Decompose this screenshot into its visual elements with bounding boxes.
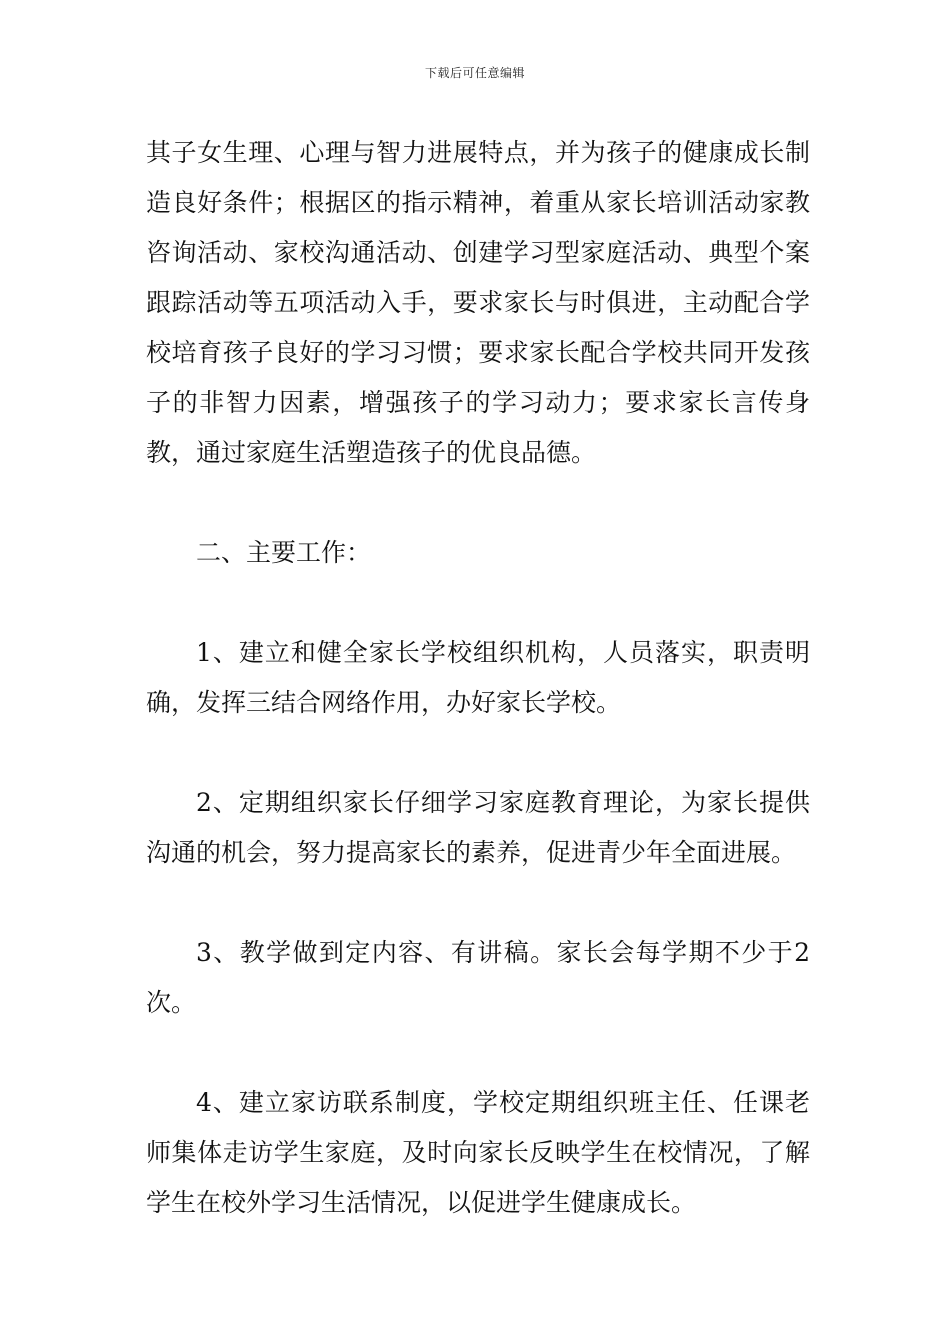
section-heading: 二、主要工作： bbox=[196, 538, 372, 567]
list-item: 2、定期组织家长仔细学习家庭教育理论，为家长提供沟通的机会，努力提高家长的素养，促进青少年全面进展。 bbox=[146, 788, 810, 867]
list-item: 1、建立和健全家长学校组织机构，人员落实，职责明确，发挥三结合网络作用，办好家长学校。 bbox=[146, 638, 810, 717]
page-header: 下载后可任意编辑 bbox=[424, 66, 525, 80]
list-item: 4、建立家访联系制度，学校定期组织班主任、任课老师集体走访学生家庭，及时向家长反映学生在校情况，了解学生在校外学习生活情况，以促进学生健康成长。 bbox=[146, 1088, 810, 1217]
paragraph-continuation: 其子女生理、心理与智力进展特点，并为孩子的健康成长制造良好条件；根据区的指示精神，着重从家长培训活动家教咨询活动、家校沟通活动、创建学习型家庭活动、典型个案跟踪活动等五项活动入手，要求家长与时俱进，主动配合学校培育孩子良好的学习习惯；要求家长配合学校共同开发孩子的非智力因素，增强孩子的学习动力；要求家长言传身教，通过家庭生活塑造孩子的优良品德。 bbox=[146, 138, 810, 467]
document-body bbox=[146, 128, 810, 1228]
list-item: 3、教学做到定内容、有讲稿。家长会每学期不少于2次。 bbox=[146, 938, 810, 1017]
